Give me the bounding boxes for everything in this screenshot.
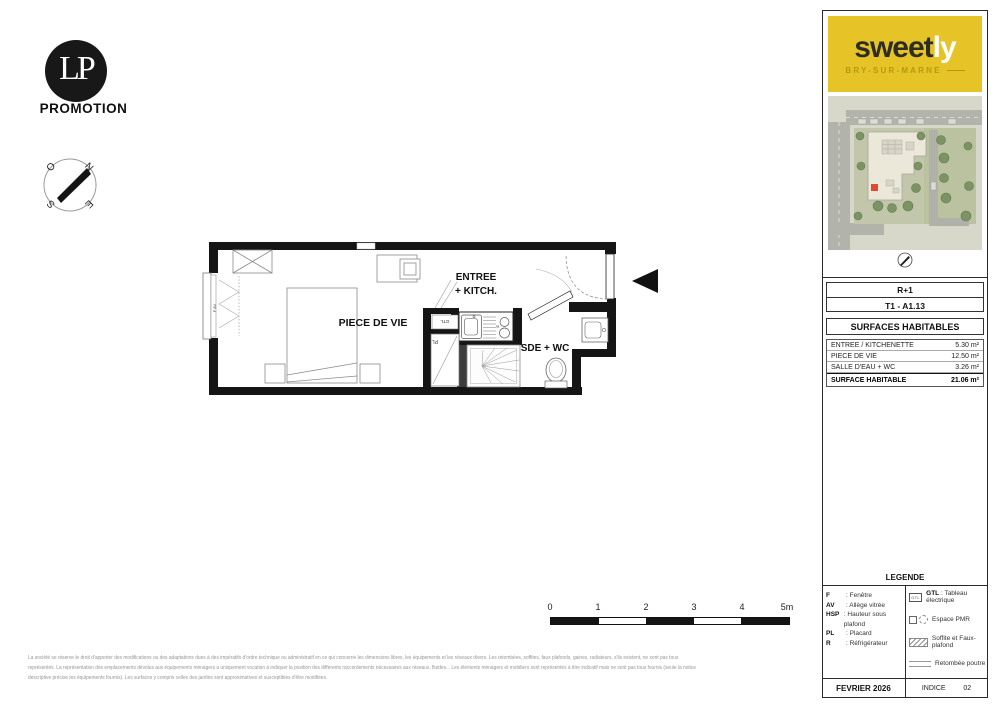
window-label: F AV xyxy=(212,303,217,313)
pmr-square-icon xyxy=(909,616,917,624)
date-label: FEVRIER 2026 xyxy=(836,683,891,693)
surface-total-row xyxy=(827,373,983,386)
chair xyxy=(400,259,420,279)
compass-north-label: N xyxy=(82,160,96,174)
surface-label: ENTREE / KITCHENETTE xyxy=(831,341,914,349)
beam-swatch-icon xyxy=(909,661,931,667)
surface-label: PIECE DE VIE xyxy=(831,352,877,360)
nightstand-right xyxy=(360,364,380,383)
compass-rose-icon xyxy=(20,135,120,235)
sweetly-subtitle xyxy=(845,66,964,75)
legend-item xyxy=(826,601,902,611)
indice-value: 02 xyxy=(963,684,972,692)
sweetly-word-light: ly xyxy=(932,31,956,64)
scale-segment xyxy=(694,618,742,624)
sweetly-word-dark: sweet xyxy=(854,31,933,64)
subtitle-dash xyxy=(947,70,965,71)
disclaimer-line: La société se réserve le droit d'apporter des modifications ou des adaptations dues à des impératifs d'ordre technique ou administratif en ce qui concerne les dimensions libres, les équipements et les réseaux divers. Les retombées, soffites, faux plafonds, gaines, radiateurs, s'ils existent, ne sont pas tous xyxy=(28,655,679,661)
legend-symbol-item xyxy=(909,635,987,649)
legal-disclaimer xyxy=(28,654,824,683)
wall-joint xyxy=(357,243,375,249)
surfaces-table xyxy=(826,339,984,387)
scale-tick: 3 xyxy=(691,602,697,612)
sweetly-wordmark xyxy=(854,33,955,63)
kitchenette xyxy=(459,312,513,341)
bathroom-label: SDE + WC xyxy=(520,343,570,354)
nightstand-left xyxy=(265,364,285,383)
closet-column xyxy=(431,315,459,386)
site-path xyxy=(929,130,938,224)
sweetly-logo xyxy=(828,16,982,92)
legend-symbols xyxy=(909,590,987,678)
disclaimer-line: descriptive précise les équipements fournis). Les surfaces y compris celles des jardins sont approximatives et susceptibles d'être modifiées. xyxy=(28,674,328,681)
fridge-label: R xyxy=(496,324,499,329)
legend-symbol-value: Soffite et Faux-plafond xyxy=(931,635,976,649)
floor-label: R+1 xyxy=(827,283,983,298)
surface-row xyxy=(827,340,983,351)
scale-tick: 1 xyxy=(595,602,601,612)
legend-key: R xyxy=(826,639,831,647)
legend-key: PL xyxy=(826,630,835,637)
legend-key: HSP xyxy=(826,611,840,618)
surface-total-label: SURFACE HABITABLE xyxy=(831,376,907,384)
gtl-swatch-icon: GTL xyxy=(909,593,922,602)
legend-item xyxy=(826,591,902,601)
legend-symbol-value: Espace PMR xyxy=(932,616,970,623)
indice-label: INDICE xyxy=(921,684,946,692)
surface-row xyxy=(827,351,983,362)
scale-segment xyxy=(646,618,694,624)
surface-value: 5.30 m² xyxy=(955,341,979,349)
surface-total-value: 21.06 m² xyxy=(950,376,979,384)
curtain xyxy=(219,276,239,336)
gtl-label: GTL xyxy=(440,319,450,324)
legend-symbol-item xyxy=(909,590,987,604)
legend-abbreviations xyxy=(826,591,902,648)
legend-title: LEGENDE xyxy=(822,570,988,586)
mini-compass-icon xyxy=(897,252,913,268)
entrance-arrow-icon xyxy=(632,269,658,293)
site-plan-image xyxy=(828,96,982,250)
lp-promotion-wordmark: PROMOTION xyxy=(39,101,128,116)
lp-monogram: LP xyxy=(59,50,93,87)
legend-item xyxy=(826,610,902,629)
legend-symbol-item xyxy=(909,615,987,624)
floor-plan-drawing xyxy=(195,230,665,410)
legend-symbol-key: GTL xyxy=(926,590,940,597)
soffit-lines xyxy=(435,280,457,308)
unit-number-label: T1 - A1.13 xyxy=(885,300,925,311)
compass-west-label: O xyxy=(44,160,58,174)
compass-south-label: S xyxy=(45,197,58,210)
disclaimer-line: représentés. La représentation des emplacements dévolus aux équipements ménagers a uniquement vocation à indiquer la position des différents raccordements nécessaires aux réseaux, fluides... Les éléments ménagers et mobiliers sont représentés à titre indicatif mais ne sont pas tous fournis (seule la notice xyxy=(28,664,696,671)
entry-label-line2: + KITCH. xyxy=(455,286,497,297)
panel-divider xyxy=(822,277,988,278)
shower xyxy=(467,345,520,387)
scale-segment xyxy=(599,618,647,624)
legend-symbol-value: Retombée poutre xyxy=(935,660,986,667)
soffit-hatch-icon xyxy=(909,638,928,647)
legend-symbol-value: : Tableau électrique xyxy=(926,590,968,604)
scale-tick: 5m xyxy=(780,602,794,612)
indice-cell xyxy=(905,678,988,698)
compass-east-label: E xyxy=(82,197,95,210)
legend-key: F xyxy=(826,592,830,599)
toilet xyxy=(545,358,567,388)
entrance-door xyxy=(566,254,614,299)
legend-value: : Hauteur sous plafond xyxy=(843,611,887,628)
surface-row xyxy=(827,362,983,373)
entry-label-line1: ENTREE xyxy=(455,272,497,283)
legend-value: : Fenêtre xyxy=(846,592,873,599)
legend-key: AV xyxy=(826,601,835,609)
surface-label: SALLE D'EAU + WC xyxy=(831,363,896,371)
scale-tick: 4 xyxy=(739,602,745,612)
legend-value: : Allège vitrée xyxy=(846,601,886,609)
living-room-label: PIECE DE VIE xyxy=(338,317,408,329)
washbasin xyxy=(582,318,608,342)
scale-tick: 0 xyxy=(547,602,553,612)
unit-location-marker xyxy=(871,184,878,191)
legend-value: : Placard xyxy=(846,630,872,637)
legend-value: : Réfrigérateur xyxy=(846,639,888,647)
legend-item xyxy=(826,629,902,639)
surface-value: 12.50 m² xyxy=(951,352,979,360)
surfaces-header: SURFACES HABITABLES xyxy=(826,318,984,335)
compass-needle xyxy=(57,168,91,203)
scale-segment xyxy=(741,618,789,624)
surface-value: 3.26 m² xyxy=(955,363,979,371)
scale-bar xyxy=(550,617,790,625)
wardrobe xyxy=(233,250,272,273)
pmr-swatch-icon xyxy=(909,615,928,624)
city-label: BRY-SUR-MARNE xyxy=(845,66,942,75)
placard-label: PL xyxy=(431,338,438,344)
legend-item xyxy=(826,639,902,649)
scale-tick: 2 xyxy=(643,602,649,612)
legend-symbol-label xyxy=(926,590,987,604)
lp-promotion-logo xyxy=(45,40,107,102)
pmr-circle-icon xyxy=(919,615,928,624)
unit-id-box xyxy=(826,282,984,312)
bed xyxy=(287,288,357,383)
legend-symbol-item xyxy=(909,660,987,667)
bathroom-door xyxy=(528,269,573,320)
scale-segment xyxy=(551,618,599,624)
